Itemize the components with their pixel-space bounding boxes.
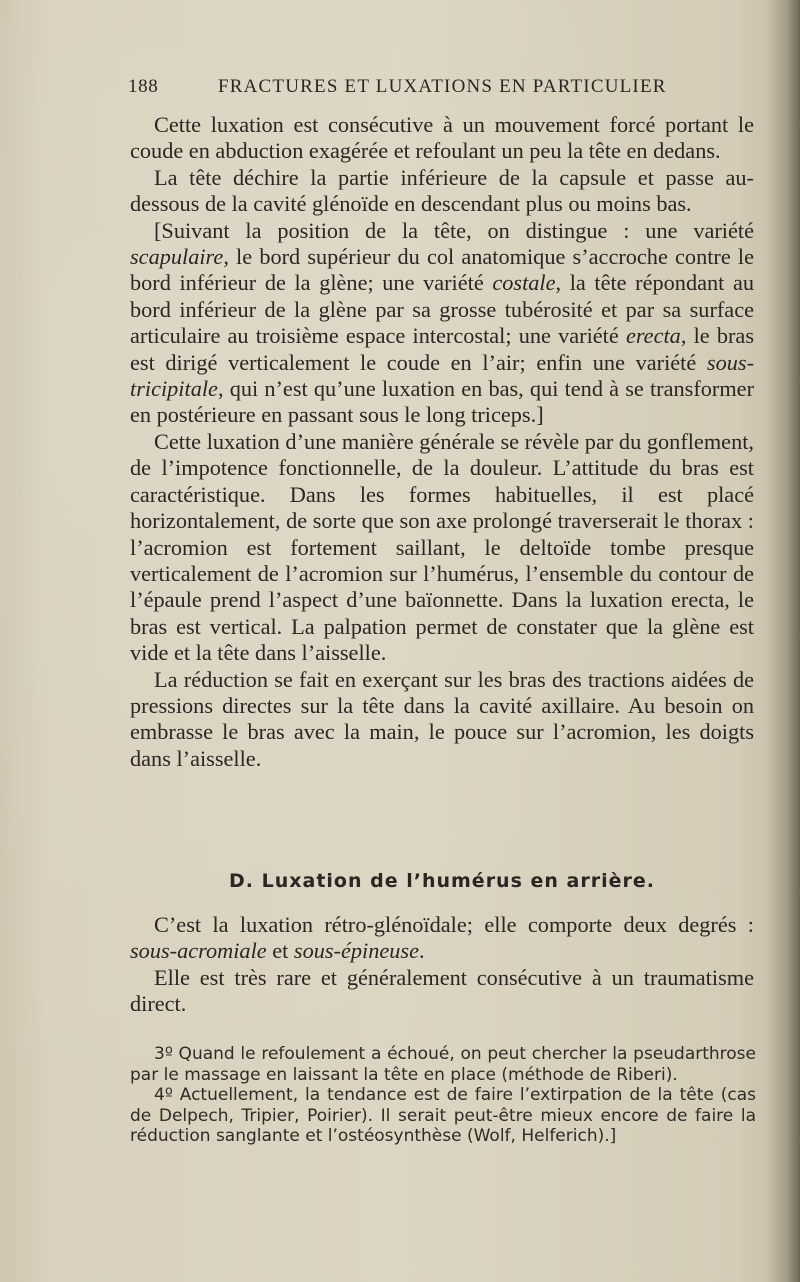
paragraph-retro-glenoid	[130, 912, 754, 965]
section-heading: D. Luxation de l’humérus en arrière.	[229, 870, 655, 892]
term-sous-epineuse: sous-épineuse	[293, 938, 419, 964]
term-sous-tricipitale: sous-tricipitale	[130, 349, 754, 402]
term-scapulaire: scapulaire	[130, 244, 224, 270]
retro-text-a: C’est la luxation rétro-glénoïdale; elle comporte deux degrés :	[154, 912, 754, 937]
note-extirpation: 4º Actuellement, la tendance est de faire l’extirpation de la tête (cas de Delpech, Tripier, Poirier). Il serait peut-être mieux encore de faire la réduction sanglante et l’ostéosynthèse (Wolf, Helferich).]	[130, 1085, 756, 1147]
running-header	[128, 76, 758, 104]
term-costale: costale	[492, 270, 556, 296]
section-text	[130, 912, 754, 1018]
varieties-text-a: [Suivant la position de la tête, on distingue : une variété	[154, 217, 754, 243]
varieties-text-g: , le bras est dirigé verticalement le coude en l’air; enfin une variété	[130, 323, 754, 375]
paragraph-rarity: Elle est très rare et généralement consécutive à un traumatisme direct.	[130, 964, 754, 1017]
varieties-text-i: , qui n’est qu’une luxation en bas, qui tend à se transformer en postérieure en passant sous le long triceps.]	[130, 376, 754, 428]
term-erecta: erecta	[625, 323, 681, 349]
varieties-text-c: , le bord supérieur du col anatomique s’accroche contre le bord inférieur de la glène; une variété	[130, 244, 754, 296]
paragraph-cause: Cette luxation est consécutive à un mouvement forcé portant le coude en abduction exagérée et refoulant un peu la tête en dedans.	[130, 112, 754, 164]
page-edge-shadow	[766, 0, 800, 1282]
main-text	[130, 112, 754, 772]
retro-text-c: et	[266, 938, 294, 964]
note-pseudarthrose: 3º Quand le refoulement a échoué, on peut chercher la pseudarthrose par le massage en laissant la tête en place (méthode de Riberi).	[130, 1044, 756, 1085]
footnotes	[130, 1044, 756, 1147]
page-number: 188	[128, 76, 159, 97]
retro-text-e: .	[419, 938, 425, 964]
paragraph-reduction: La réduction se fait en exerçant sur les bras des tractions aidées de pressions directes sur la tête dans la cavité axillaire. Au besoin on embrasse le bras avec la main, le pouce sur l’acromion, les doigts dans l’aisselle.	[130, 666, 754, 771]
paragraph-mechanism: La tête déchire la partie inférieure de la capsule et passe au-dessous de la cavité glénoïde en descendant plus ou moins bas.	[130, 164, 754, 217]
varieties-text-e: , la tête répondant au bord inférieur de la glène par sa grosse tubérosité et par sa surface articulaire au troisième espace intercostal; une variété	[130, 270, 754, 349]
paragraph-signs: Cette luxation d’une manière générale se révèle par du gonflement, de l’impotence fonctionnelle, de la douleur. L’attitude du bras est caractéristique. Dans les formes habituelles, il est placé horizontalement, de sorte que son axe prolongé traverserait le thorax : l’acromion est fortement saillant, le deltoïde tombe presque verticalement de l’acromion sur l’humérus, l’ensemble du contour de l’épaule prend l’aspect d’une baïonnette. Dans la luxation erecta, le bras est vertical. La palpation permet de constater que la glène est vide et la tête dans l’aisselle.	[130, 428, 754, 666]
running-title: FRACTURES ET LUXATIONS EN PARTICULIER	[218, 76, 667, 97]
paragraph-varieties	[130, 218, 754, 429]
term-sous-acromiale: sous-acromiale	[130, 938, 267, 964]
